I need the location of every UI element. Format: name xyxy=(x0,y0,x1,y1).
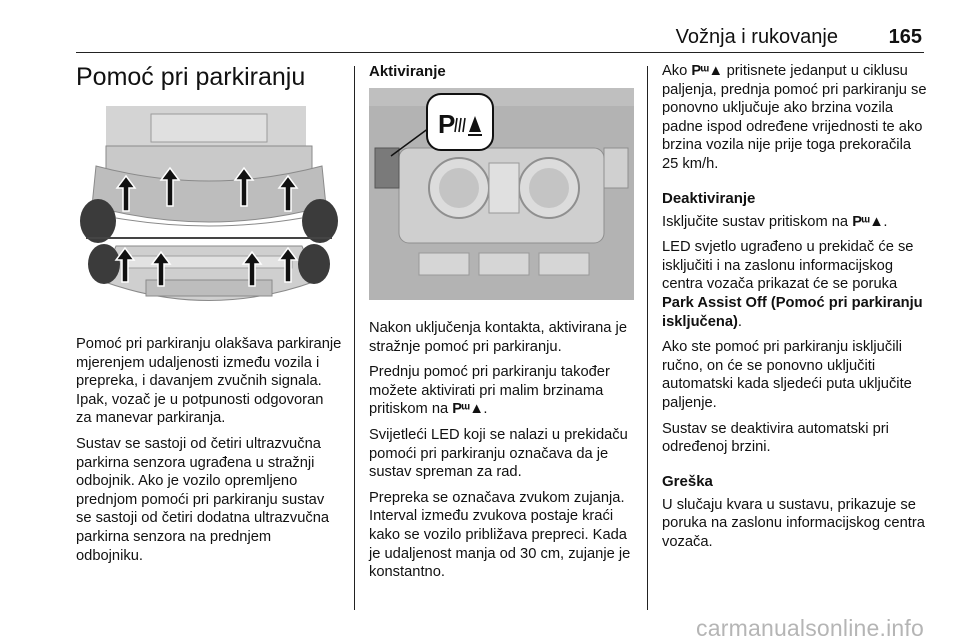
page-title: Pomoć pri parkiranju xyxy=(76,63,306,91)
text-span: pritisnete jedanput u ciklusu paljenja, prednja pomoć pri parkiranju se ponovno uključuje ako brzina vozila padne ispod određene vrijednosti te ako brzina vozila nije prije toga prekoračila 25 km/h. xyxy=(662,63,927,172)
text-span: Prednju pomoć pri parkiranju također možete aktivirati pri malim brzinama pritiskom na xyxy=(369,364,610,418)
column-3 xyxy=(662,62,928,558)
text-span: Isključite sustav pritiskom na xyxy=(662,213,853,230)
error-paragraph: U slučaju kvara u sustavu, prikazuje se poruka na zaslonu informacijskog centra vozača. xyxy=(662,496,925,550)
text-span: LED svjetlo ugrađeno u prekidač će se isključiti i na zaslonu informacijskog centra vozača prikazat će se poruka xyxy=(662,239,914,293)
column-divider xyxy=(354,66,355,610)
text-span: . xyxy=(737,313,743,330)
page-header xyxy=(76,22,924,53)
park-assist-symbol-icon: Pᵚ▲ xyxy=(452,401,484,418)
column-divider xyxy=(647,66,648,610)
reactivation-paragraph xyxy=(662,62,928,174)
display-message: Park Assist Off (Pomoć pri parkiranju isključena) xyxy=(662,294,923,330)
auto-deactivate-paragraph: Sustav se deaktivira automatski pri određenoj brzini. xyxy=(662,420,889,456)
park-assist-button-illustration xyxy=(369,88,634,300)
text-span: . xyxy=(883,213,888,230)
manual-off-paragraph: Ako ste pomoć pri parkiranju isključili ručno, on će se ponovno uključiti automatski kada sljedeći puta uključite paljenje. xyxy=(662,339,912,411)
bumper-sensors-illustration xyxy=(76,106,342,316)
obstacle-paragraph: Prepreka se označava zvukom zujanja. Interval između zvukova postaje kraći kako se vozilo približava prepreci. Kada je udaljenost manja od 30 cm, zujanje je konstantno. xyxy=(369,489,631,581)
column-1 xyxy=(76,62,342,572)
section-title: Vožnja i rukovanje xyxy=(675,26,838,48)
heading-deactivation: Deaktiviranje xyxy=(662,189,756,207)
column-2 xyxy=(369,62,634,589)
svg-text:P: P xyxy=(438,109,456,139)
activation-paragraph: Nakon uključenja kontakta, aktivirana je stražnje pomoć pri parkiranju. xyxy=(369,320,627,355)
heading-error: Greška xyxy=(662,472,713,490)
deactivation-paragraph xyxy=(662,213,928,232)
front-activation-paragraph xyxy=(369,363,634,419)
intro-paragraph: Pomoć pri parkiranju olakšava parkiranje mjerenjem udaljenosti između vozila i prepreka, i davanjem zvučnih signala. Ipak, vozač je u potpunosti odgovoran za manevar parkiranja. xyxy=(76,336,342,427)
sensors-paragraph: Sustav se sastoji od četiri ultrazvučna parkirna senzora ugrađena u stražnji odbojnik. Ako je vozilo opremljeno prednjom pomoći pri parkiranju sustav se sastoji od četiri dodatna ultrazvučna parkirna senzora na prednjem odbojniku. xyxy=(76,435,330,564)
park-assist-symbol-icon: Pᵚ▲ xyxy=(852,213,884,230)
text-span: . xyxy=(483,401,488,418)
led-off-paragraph xyxy=(662,238,928,331)
page-number: 165 xyxy=(888,26,922,48)
park-assist-symbol-icon: Pᵚ▲ xyxy=(691,63,723,79)
watermark: carmanualsonline.info xyxy=(696,615,924,641)
led-paragraph: Svijetleći LED koji se nalazi u prekidaču pomoći pri parkiranju označava da je sustav spreman za rad. xyxy=(369,426,628,481)
heading-activation: Aktiviranje xyxy=(369,63,446,80)
text-span: Ako xyxy=(662,63,692,79)
